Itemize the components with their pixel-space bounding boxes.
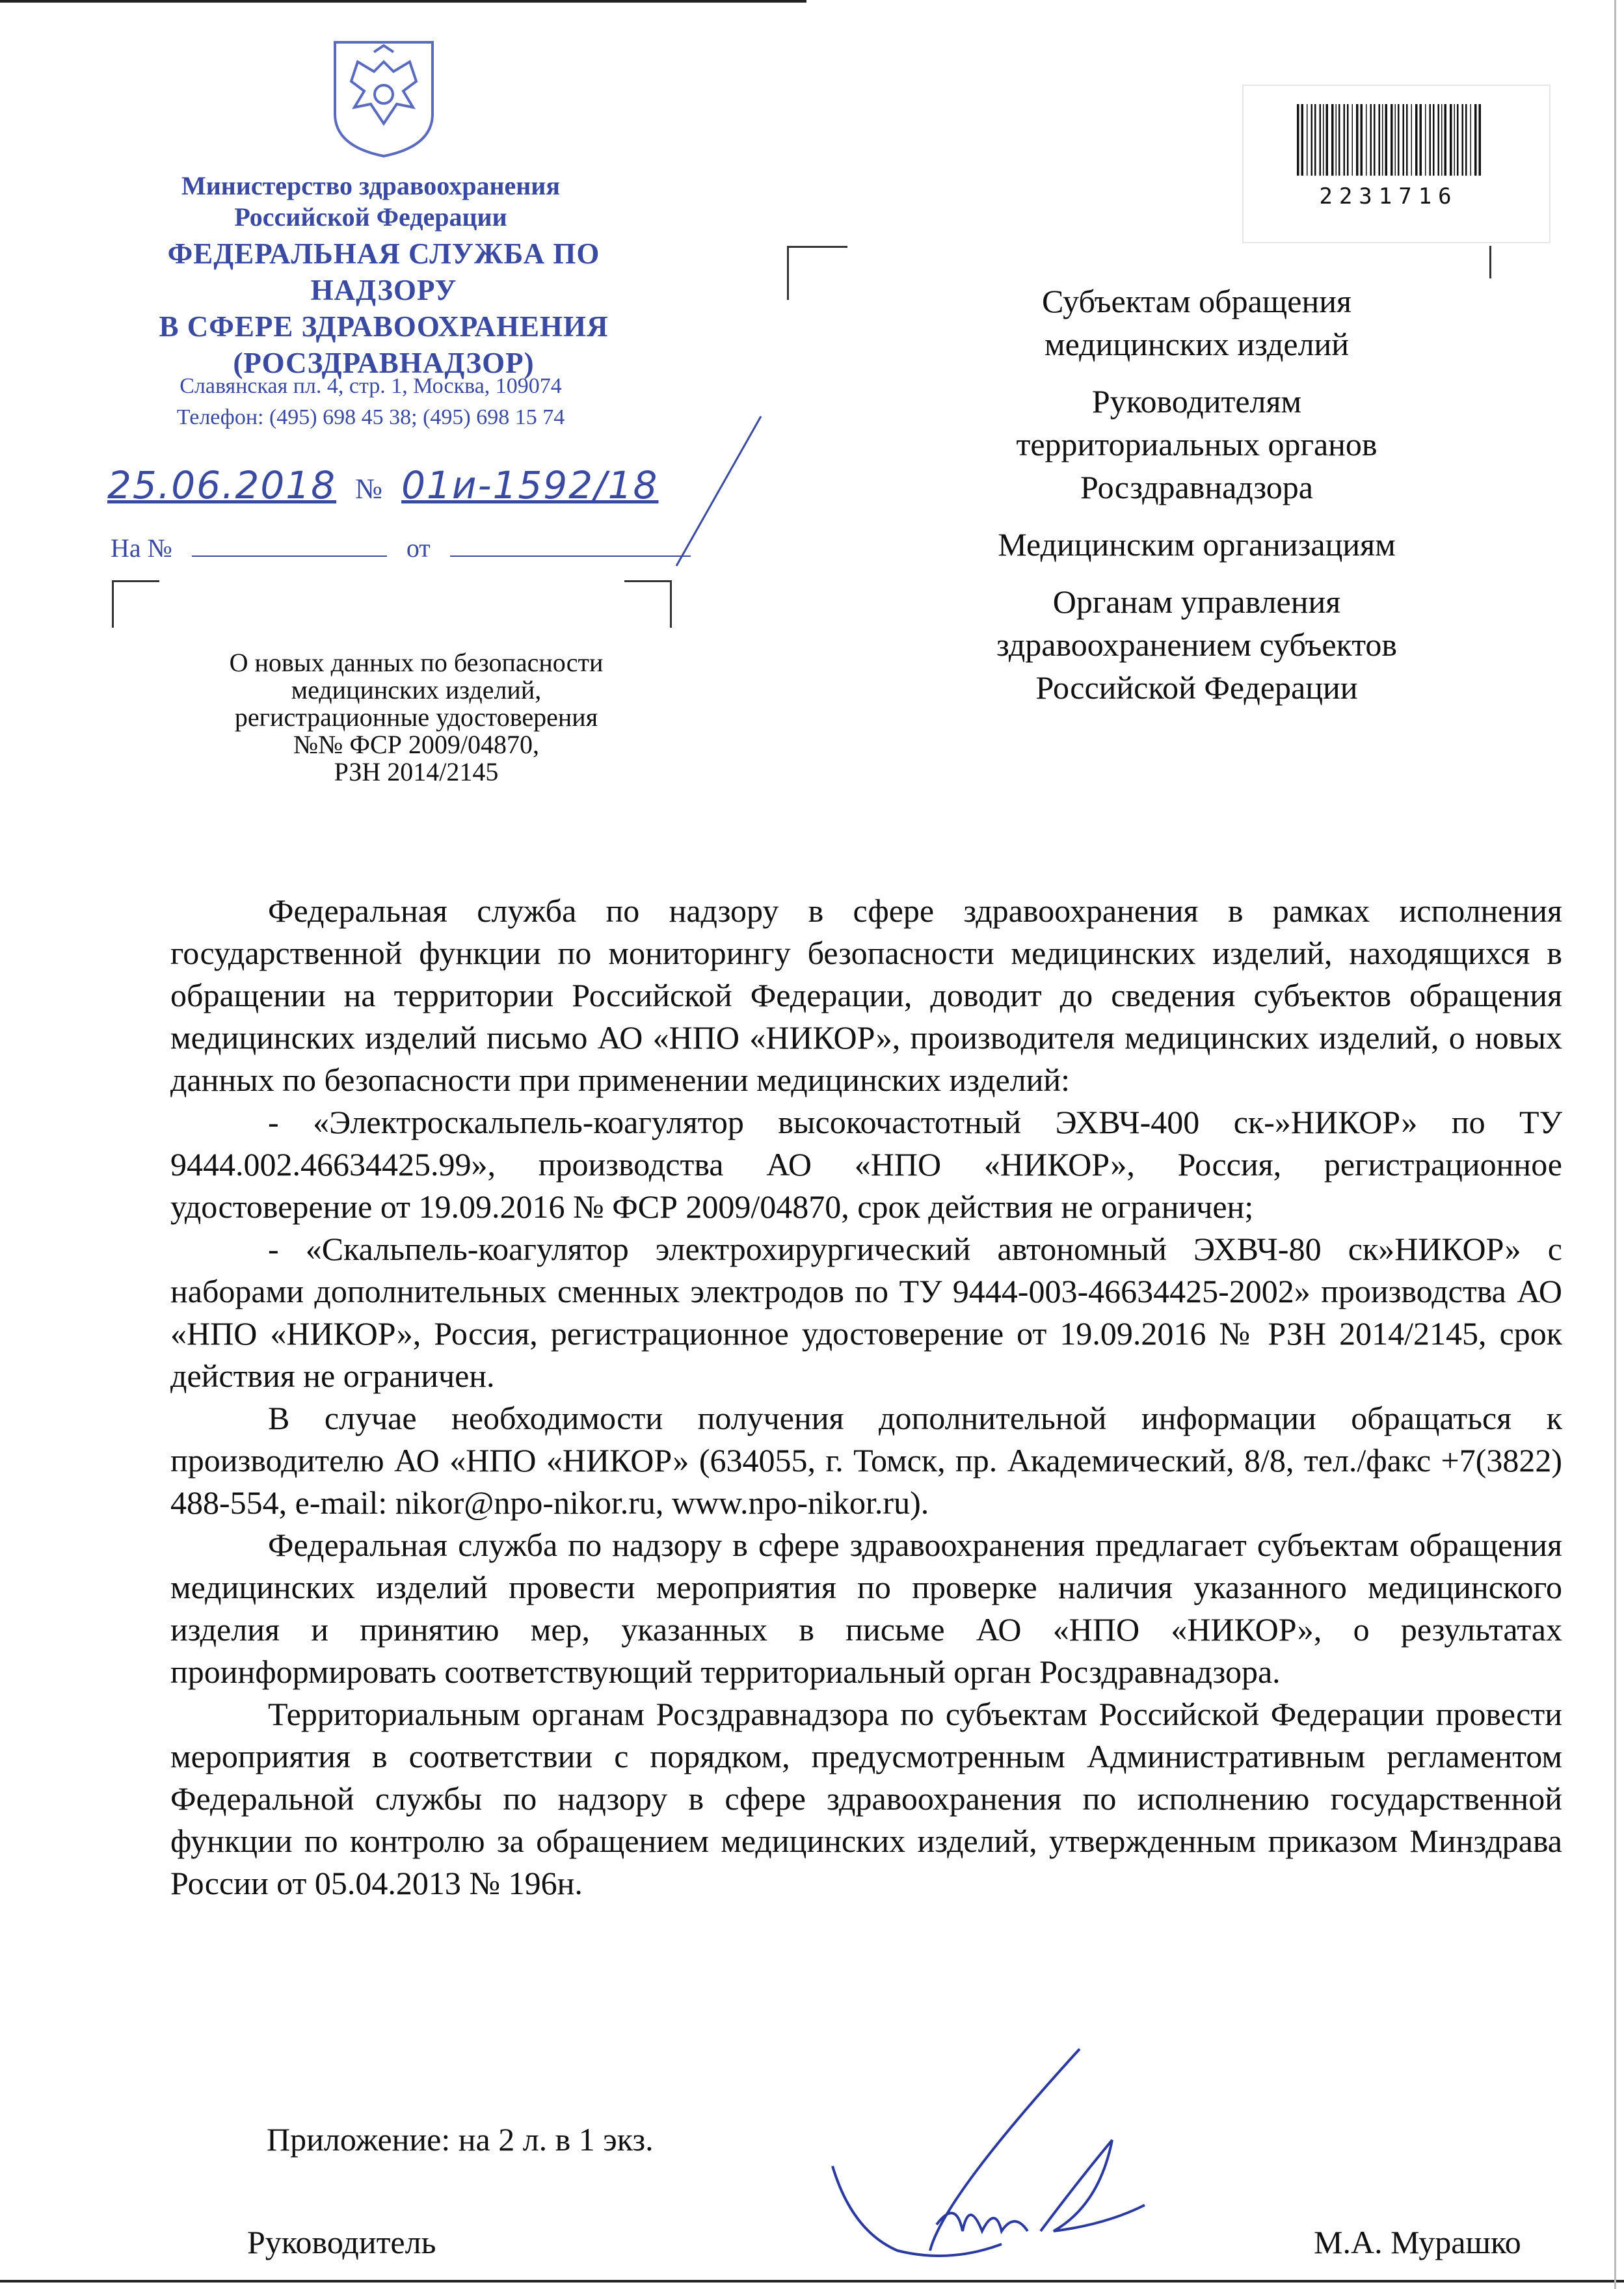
subject-line-4: №№ ФСР 2009/04870, bbox=[293, 730, 539, 759]
right-edge-rule bbox=[1614, 0, 1616, 2289]
ref-from: от bbox=[406, 533, 431, 563]
barcode-bar bbox=[1398, 104, 1400, 176]
corner-mark-recipient-right bbox=[1489, 246, 1491, 278]
corner-mark-top-left bbox=[112, 580, 159, 628]
barcode-bar bbox=[1374, 104, 1376, 176]
barcode-bar bbox=[1336, 104, 1337, 176]
service-line-3: (РОСЗДРАВНАДЗОР) bbox=[233, 347, 535, 379]
body-paragraph-3: Федеральная служба по надзору в сфере здравоохранения предлагает субъектам обращения медицинских изделий провести мероприятия по проверке наличия указанного медицинского изделия и принятию мер, указанных в письме АО «НПО «НИКОР», о результатах проинформировать соответствующий территориальный орган Росздравнадзора. bbox=[170, 1527, 1562, 1690]
subject-line-1: О новых данных по безопасности bbox=[229, 648, 604, 677]
barcode-bar bbox=[1344, 104, 1346, 176]
number-sign: № bbox=[355, 473, 383, 505]
barcode-bar bbox=[1433, 104, 1435, 176]
barcode-bar bbox=[1326, 104, 1329, 176]
recipient-3: Медицинским организациям bbox=[998, 526, 1396, 563]
barcode-bar bbox=[1370, 104, 1372, 176]
top-edge-rule bbox=[0, 0, 806, 3]
barcode-bar bbox=[1415, 104, 1418, 176]
barcode-bar bbox=[1441, 104, 1443, 176]
barcode-bar bbox=[1385, 104, 1388, 176]
barcode-number: 2231716 bbox=[1319, 183, 1458, 209]
subject-line-5: РЗН 2014/2145 bbox=[334, 757, 499, 786]
barcode-bar bbox=[1438, 104, 1440, 176]
barcode-bar bbox=[1382, 104, 1383, 176]
subject-block bbox=[169, 649, 663, 786]
body-bullet-2: - «Скальпель-коагулятор электрохирургический автономный ЭХВЧ-80 ск»НИКОР» с наборами дополнительных сменных электродов по ТУ 9444-003-46634425-2002» производства АО «НПО «НИКОР», Россия, регистрационное удостоверение от 19.09.2016 № РЗН 2014/2145, срок действия не ограничен. bbox=[170, 1231, 1562, 1394]
barcode-bar bbox=[1395, 104, 1396, 176]
barcode-bar bbox=[1347, 104, 1349, 176]
barcode-bar bbox=[1471, 104, 1472, 176]
body-paragraph-4: Территориальным органам Росздравнадзора по субъектам Российской Федерации провести мероприятия в соответствии с порядком, предусмотренным Административным регламентом Федеральной службы по надзору в сфере здравоохранения по исполнению государственной функции по контролю за обращением медицинских изделий, утвержденным приказом Минздрава России от 05.04.2013 № 196н. bbox=[170, 1696, 1562, 1901]
corner-mark-recipient-left bbox=[787, 246, 847, 300]
barcode-bar bbox=[1301, 104, 1304, 176]
barcode-bar bbox=[1366, 104, 1367, 176]
service-line-1: ФЕДЕРАЛЬНАЯ СЛУЖБА ПО НАДЗОРУ bbox=[167, 237, 600, 306]
coat-of-arms-icon bbox=[328, 36, 439, 159]
ref-prefix: На № bbox=[111, 533, 172, 563]
barcode-bar bbox=[1311, 104, 1313, 176]
letter-body bbox=[170, 890, 1562, 1905]
body-bullet-1: - «Электроскальпель-коагулятор высокочастотный ЭХВЧ-400 ск-»НИКОР» по ТУ 9444.002.46634425.99», производства АО «НПО «НИКОР», Россия, регистрационное удостоверение от 19.09.2016 № ФСР 2009/04870, срок действия не ограничен; bbox=[170, 1104, 1562, 1225]
barcode-bar bbox=[1454, 104, 1456, 176]
address-block bbox=[130, 371, 611, 433]
barcode-bar bbox=[1403, 104, 1405, 176]
slash-stroke bbox=[663, 410, 774, 572]
recipient-1: Субъектам обращения медицинских изделий bbox=[1042, 283, 1351, 362]
barcode-bar bbox=[1420, 104, 1422, 176]
barcode-bar bbox=[1479, 104, 1482, 176]
barcode-bar bbox=[1411, 104, 1413, 176]
barcode-bar bbox=[1430, 104, 1431, 176]
body-paragraph-2: В случае необходимости получения дополнительной информации обращаться к производителю АО «НПО «НИКОР» (634055, г. Томск, пр. Академический, 8/8, тел./факс +7(3822) 488-554, e-mail: nikor@npo-nikor.ru, www.npo-nikor.ru). bbox=[170, 1400, 1562, 1521]
barcode-icon bbox=[1294, 104, 1483, 176]
barcode-bar bbox=[1320, 104, 1322, 176]
barcode-bar bbox=[1391, 104, 1393, 176]
signatory-role: Руководитель bbox=[247, 2224, 436, 2260]
ministry-name bbox=[130, 170, 611, 233]
barcode-bar bbox=[1314, 104, 1316, 176]
barcode-bar bbox=[1406, 104, 1408, 176]
ref-date-blank bbox=[450, 532, 691, 557]
ref-number-blank bbox=[192, 532, 387, 557]
service-name bbox=[91, 235, 676, 381]
subject-line-3: регистрационные удостоверения bbox=[234, 703, 598, 732]
barcode-bar bbox=[1297, 104, 1299, 176]
barcode-bar bbox=[1450, 104, 1452, 176]
signatory-name: М.А. Мурашко bbox=[1314, 2224, 1521, 2260]
barcode-bar bbox=[1457, 104, 1459, 176]
handwritten-signature bbox=[806, 2036, 1171, 2283]
barcode-bar bbox=[1379, 104, 1381, 176]
recipient-2: Руководителям территориальных органов Росздравнадзора bbox=[1016, 383, 1378, 505]
ministry-line-1: Министерство здравоохранения bbox=[181, 171, 560, 200]
recipient-4: Органам управления здравоохранением субъектов Российской Федерации bbox=[996, 583, 1398, 706]
reference-line bbox=[111, 532, 691, 563]
service-line-2: В СФЕРЕ ЗДРАВООХРАНЕНИЯ bbox=[159, 310, 609, 343]
document-number: 01и-1592/18 bbox=[401, 463, 659, 507]
barcode-bar bbox=[1331, 104, 1334, 176]
phone-line: Телефон: (495) 698 45 38; (495) 698 15 74 bbox=[176, 405, 565, 429]
barcode-bar bbox=[1361, 104, 1363, 176]
barcode-bar bbox=[1323, 104, 1324, 176]
barcode-bar bbox=[1352, 104, 1353, 176]
barcode-bar bbox=[1465, 104, 1467, 176]
body-paragraph-1: Федеральная служба по надзору в сфере здравоохранения в рамках исполнения государственной функции по мониторингу безопасности медицинских изделий, находящихся в обращении на территории Российской Федерации, доводит до сведения субъектов обращения медицинских изделий письмо АО «НПО «НИКОР», производителя медицинских изделий, о новых данных по безопасности при применении медицинских изделий: bbox=[170, 892, 1562, 1098]
barcode-bar bbox=[1338, 104, 1340, 176]
corner-mark-top-right bbox=[624, 580, 672, 628]
barcode-bar bbox=[1462, 104, 1464, 176]
recipients-block bbox=[911, 280, 1483, 723]
address-line: Славянская пл. 4, стр. 1, Москва, 109074 bbox=[180, 374, 562, 398]
barcode-bar bbox=[1307, 104, 1308, 176]
barcode-bar bbox=[1444, 104, 1447, 176]
attachment-note: Приложение: на 2 л. в 1 экз. bbox=[267, 2121, 654, 2158]
barcode-bar bbox=[1474, 104, 1477, 176]
barcode-bar bbox=[1356, 104, 1359, 176]
barcode-bar bbox=[1425, 104, 1426, 176]
subject-line-2: медицинских изделий, bbox=[291, 675, 542, 704]
ministry-line-2: Российской Федерации bbox=[234, 202, 507, 232]
document-date: 25.06.2018 bbox=[107, 463, 337, 507]
registration-line bbox=[107, 463, 658, 507]
